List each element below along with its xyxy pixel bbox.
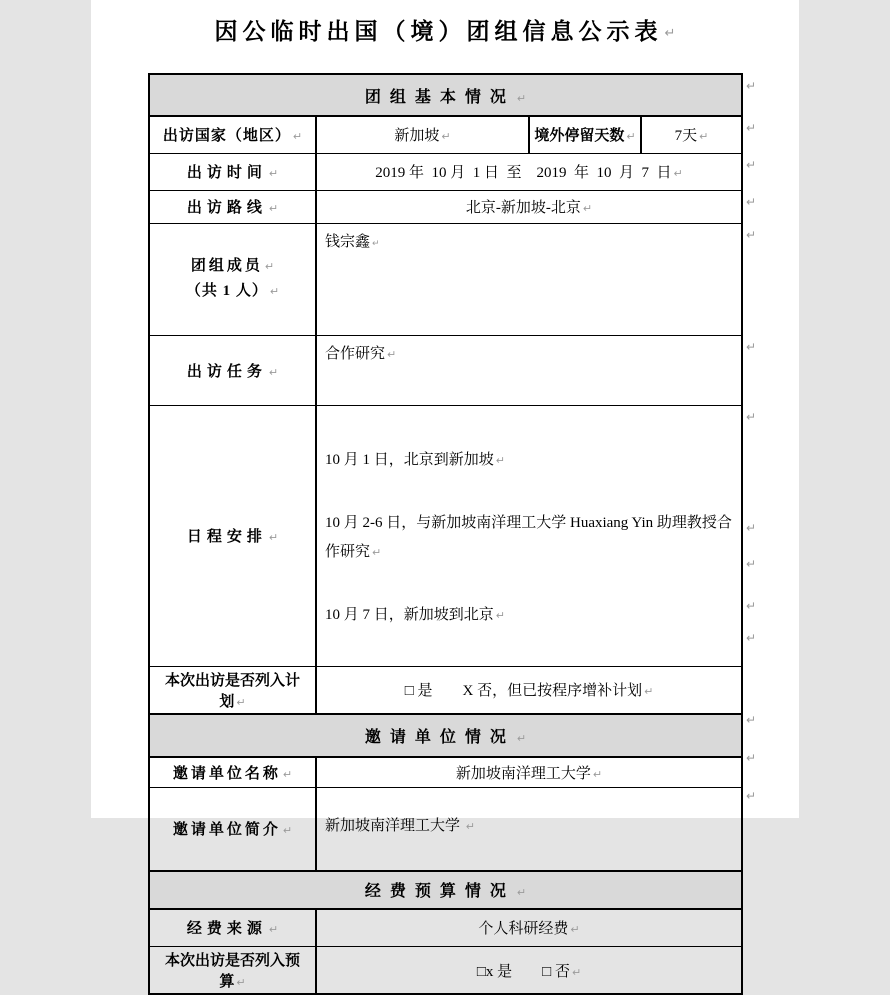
label-schedule: 日程安排 ↵ bbox=[149, 405, 316, 666]
table-row-in-budget bbox=[149, 947, 742, 995]
row-end-pilcrow-mark: ↵ bbox=[746, 340, 757, 354]
pilcrow-mark: ↵ bbox=[465, 820, 475, 833]
table-row-members bbox=[149, 223, 742, 335]
pilcrow-mark: ↵ bbox=[495, 453, 505, 467]
pilcrow-mark: ↵ bbox=[236, 695, 246, 709]
schedule-line: 10 月 2-6 日，与新加坡南洋理工大学 Huaxiang Yin 助理教授合作研究 ↵ bbox=[325, 514, 732, 560]
table-row-fund-source bbox=[149, 909, 742, 947]
value-visit-route: 北京-新加坡-北京 ↵ bbox=[316, 190, 742, 223]
schedule-line: 10 月 7 日，新加坡到北京 ↵ bbox=[325, 606, 505, 623]
row-end-pilcrow-mark: ↵ bbox=[746, 521, 757, 535]
label-visit-route: 出访路线 ↵ bbox=[149, 190, 316, 223]
table-row-country bbox=[149, 116, 742, 153]
label-visit-country: 出访国家（地区） ↵ bbox=[149, 116, 316, 153]
pilcrow-mark: ↵ bbox=[571, 965, 582, 979]
section-header-inviter-cell bbox=[149, 714, 742, 757]
value-inviter-name: 新加坡南洋理工大学 ↵ bbox=[316, 757, 742, 788]
label-fund-source: 经费来源 ↵ bbox=[149, 909, 316, 947]
pilcrow-mark: ↵ bbox=[516, 886, 527, 899]
table-row-schedule bbox=[149, 405, 742, 666]
row-end-pilcrow-mark: ↵ bbox=[746, 789, 757, 803]
label-in-budget: 本次出访是否列入预算 ↵ bbox=[149, 947, 316, 995]
in-plan-yes-option: □ 是 bbox=[404, 683, 433, 699]
pilcrow-mark: ↵ bbox=[268, 202, 279, 215]
value-group-members: 钱宗鑫 ↵ bbox=[316, 223, 742, 335]
pilcrow-mark: ↵ bbox=[673, 167, 683, 180]
label-visit-time: 出访时间 ↵ bbox=[149, 153, 316, 190]
label-stay-days: 境外停留天数 ↵ bbox=[529, 116, 641, 153]
value-stay-days: 7天 ↵ bbox=[641, 116, 742, 153]
pilcrow-mark: ↵ bbox=[699, 130, 709, 144]
table-row-in-plan bbox=[149, 666, 742, 714]
value-fund-source: 个人科研经费 ↵ bbox=[316, 909, 742, 947]
table-row-time bbox=[149, 153, 742, 190]
row-end-pilcrow-mark: ↵ bbox=[746, 195, 757, 209]
table-row-route bbox=[149, 190, 742, 223]
section-header-basic-cell bbox=[149, 74, 742, 116]
pilcrow-mark: ↵ bbox=[644, 685, 654, 698]
label-inviter-name: 邀请单位名称 ↵ bbox=[149, 757, 316, 788]
pilcrow-mark: ↵ bbox=[264, 260, 275, 273]
row-end-pilcrow-mark: ↵ bbox=[746, 751, 757, 765]
pilcrow-mark: ↵ bbox=[268, 923, 279, 937]
value-schedule bbox=[316, 405, 742, 666]
value-visit-time: 2019 年 10 月 1 日 至 2019 年 10 月 7 日 ↵ bbox=[316, 153, 742, 190]
table-row-task bbox=[149, 335, 742, 405]
value-visit-task: 合作研究 ↵ bbox=[316, 335, 742, 405]
pilcrow-mark: ↵ bbox=[372, 545, 382, 559]
pilcrow-mark: ↵ bbox=[495, 608, 505, 622]
row-end-pilcrow-mark: ↵ bbox=[746, 121, 757, 135]
row-end-pilcrow-mark: ↵ bbox=[746, 599, 757, 613]
pilcrow-mark: ↵ bbox=[664, 26, 676, 42]
pilcrow-mark: ↵ bbox=[516, 91, 527, 105]
pilcrow-mark: ↵ bbox=[592, 767, 603, 781]
pilcrow-mark: ↵ bbox=[582, 202, 593, 215]
in-budget-yes-option: □x 是 bbox=[476, 963, 513, 980]
pilcrow-mark: ↵ bbox=[282, 767, 293, 781]
section-header-budget-cell bbox=[149, 871, 742, 909]
section-title: 邀请单位情况 bbox=[364, 728, 515, 746]
section-header-inviter bbox=[149, 714, 742, 757]
section-header-budget bbox=[149, 871, 742, 909]
label-in-plan: 本次出访是否列入计划 ↵ bbox=[149, 666, 316, 714]
value-in-plan bbox=[316, 666, 742, 714]
row-end-pilcrow-mark: ↵ bbox=[746, 713, 757, 727]
in-budget-no-option: □ 否 bbox=[542, 963, 570, 980]
label-inviter-intro: 邀请单位简介 ↵ bbox=[149, 788, 316, 871]
section-header-basic bbox=[149, 74, 742, 116]
document-page bbox=[91, 0, 799, 990]
value-visit-country: 新加坡 ↵ bbox=[316, 116, 529, 153]
value-inviter-intro: 新加坡南洋理工大学 ↵ bbox=[316, 788, 742, 871]
section-title: 团组基本情况 bbox=[364, 88, 515, 106]
pilcrow-mark: ↵ bbox=[282, 824, 293, 838]
row-end-pilcrow-mark: ↵ bbox=[746, 410, 757, 424]
pilcrow-mark: ↵ bbox=[269, 285, 280, 298]
in-plan-no-option: X 否，但已按程序增补计划 bbox=[462, 683, 643, 699]
table-row-inviter-intro bbox=[149, 788, 742, 871]
pilcrow-mark: ↵ bbox=[387, 347, 397, 361]
row-end-pilcrow-mark: ↵ bbox=[746, 228, 757, 242]
info-table bbox=[148, 73, 743, 995]
pilcrow-mark: ↵ bbox=[236, 976, 246, 989]
row-end-pilcrow-mark: ↵ bbox=[746, 158, 757, 172]
table-row-inviter-name bbox=[149, 757, 742, 788]
pilcrow-mark: ↵ bbox=[441, 130, 451, 144]
pilcrow-mark: ↵ bbox=[516, 731, 527, 745]
pilcrow-mark: ↵ bbox=[268, 167, 279, 180]
row-end-pilcrow-mark: ↵ bbox=[746, 79, 757, 93]
row-end-pilcrow-mark: ↵ bbox=[746, 557, 757, 571]
label-group-members: 团组成员 ↵ （共 1 人） ↵ bbox=[149, 223, 316, 335]
section-title: 经费预算情况 bbox=[364, 883, 515, 900]
label-visit-task: 出访任务 ↵ bbox=[149, 335, 316, 405]
pilcrow-mark: ↵ bbox=[268, 365, 279, 379]
row-end-pilcrow-mark: ↵ bbox=[746, 631, 757, 645]
pilcrow-mark: ↵ bbox=[268, 531, 279, 544]
page-title bbox=[91, 0, 799, 46]
schedule-line: 10 月 1 日，北京到新加坡 ↵ bbox=[325, 451, 505, 468]
pilcrow-mark: ↵ bbox=[570, 923, 580, 937]
page-title-text: 因公临时出国（境）团组信息公示表 bbox=[214, 19, 663, 44]
linebreak-mark: ↵ bbox=[372, 238, 380, 249]
value-in-budget bbox=[316, 947, 742, 995]
pilcrow-mark: ↵ bbox=[626, 130, 636, 144]
pilcrow-mark: ↵ bbox=[292, 130, 303, 144]
